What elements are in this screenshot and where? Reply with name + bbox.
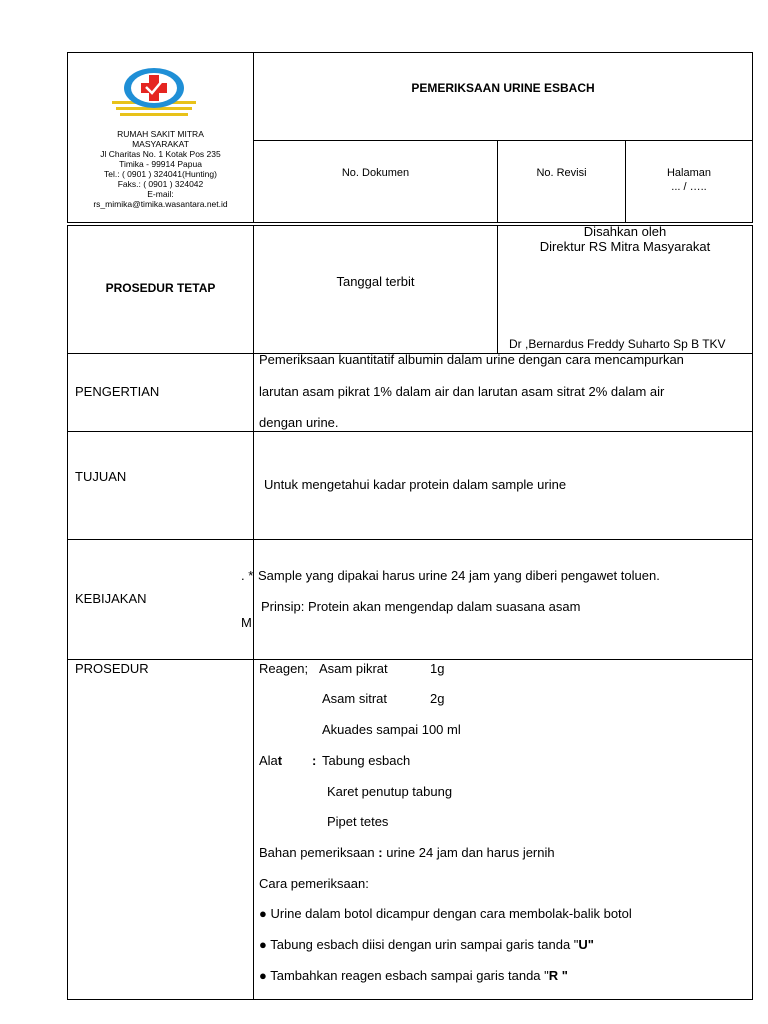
signer-name: Dr ,Bernardus Freddy Suharto Sp B TKV bbox=[509, 337, 726, 351]
hospital-name-line2: MASYARAKAT bbox=[132, 139, 189, 149]
halaman-value: ... / ….. bbox=[671, 181, 707, 193]
reagent-name: Asam pikrat bbox=[319, 661, 388, 676]
reagent-amount: 2g bbox=[430, 691, 445, 706]
hospital-name-line1: RUMAH SAKIT MITRA bbox=[117, 129, 204, 139]
tujuan-label: TUJUAN bbox=[75, 469, 127, 484]
cara-label: Cara pemeriksaan: bbox=[259, 876, 369, 891]
step-text: Tambahkan reagen esbach sampai garis tanda " bbox=[270, 968, 549, 983]
step-item bbox=[259, 968, 568, 983]
reagent-amount: 1g bbox=[430, 661, 445, 676]
alat-label bbox=[259, 753, 282, 768]
kebijakan-stray-char: M bbox=[241, 615, 252, 630]
step-text: Urine dalam botol dicampur dengan cara membolak-balik botol bbox=[270, 906, 632, 921]
no-dokumen-label: No. Dokumen bbox=[341, 167, 410, 179]
step-mark: R " bbox=[548, 968, 568, 983]
prosedur-tetap-label: PROSEDUR TETAP bbox=[105, 281, 216, 295]
alat-item: Karet penutup tabung bbox=[327, 784, 453, 799]
halaman-label: Halaman bbox=[666, 167, 712, 179]
tanggal-terbit-label: Tanggal terbit bbox=[336, 274, 415, 289]
step-item bbox=[259, 906, 632, 921]
pengertian-line2: larutan asam pikrat 1% dalam air dan larutan asam sitrat 2% dalam air bbox=[259, 384, 665, 399]
hospital-fax: Faks.: ( 0901 ) 324042 bbox=[117, 179, 204, 189]
hospital-tel: Tel.: ( 0901 ) 324041(Hunting) bbox=[104, 169, 217, 179]
direktur-title: Direktur RS Mitra Masyarakat bbox=[539, 239, 711, 254]
prosedur-label: PROSEDUR bbox=[75, 661, 149, 676]
alat-item: Tabung esbach bbox=[322, 753, 411, 768]
hospital-address1: Jl Charitas No. 1 Kotak Pos 235 bbox=[100, 149, 221, 159]
bullet-icon: ● bbox=[259, 937, 267, 952]
reagent-name: Akuades sampai 100 ml bbox=[322, 722, 461, 737]
bahan-label: Bahan pemeriksaan bbox=[259, 845, 375, 860]
hospital-address2: Timika - 99914 Papua bbox=[119, 159, 202, 169]
no-revisi-label: No. Revisi bbox=[536, 167, 587, 179]
bullet-icon: ● bbox=[259, 968, 267, 983]
step-item bbox=[259, 937, 594, 952]
kebijakan-label: KEBIJAKAN bbox=[75, 591, 147, 606]
pengertian-line3: dengan urine. bbox=[259, 415, 339, 430]
reagent-name: Asam sitrat bbox=[322, 691, 388, 706]
bahan-colon: : bbox=[378, 845, 383, 860]
alat-colon: : bbox=[312, 753, 317, 768]
disahkan-oleh: Disahkan oleh bbox=[583, 224, 667, 239]
step-mark: U" bbox=[578, 937, 594, 952]
alat-label-a: Ala bbox=[259, 753, 278, 768]
kebijakan-line2: Prinsip: Protein akan mengendap dalam suasana asam bbox=[261, 599, 581, 614]
hospital-email: rs_mimika@timika.wasantara.net.id bbox=[93, 199, 228, 209]
reagen-label: Reagen; bbox=[259, 661, 309, 676]
document-title: PEMERIKSAAN URINE ESBACH bbox=[411, 81, 595, 95]
alat-item: Pipet tetes bbox=[327, 814, 389, 829]
kebijakan-prefix: . * bbox=[241, 568, 254, 583]
pengertian-line1: Pemeriksaan kuantitatif albumin dalam urine dengan cara mencampurkan bbox=[259, 352, 684, 367]
pengertian-label: PENGERTIAN bbox=[75, 384, 160, 399]
bahan-text: urine 24 jam dan harus jernih bbox=[386, 845, 555, 860]
alat-label-b: t bbox=[277, 753, 283, 768]
kebijakan-line1: Sample yang dipakai harus urine 24 jam yang diberi pengawet toluen. bbox=[258, 568, 660, 583]
step-text: Tabung esbach diisi dengan urin sampai garis tanda " bbox=[270, 937, 579, 952]
hospital-email-label: E-mail: bbox=[147, 189, 174, 199]
bahan-line bbox=[259, 845, 555, 860]
tujuan-text: Untuk mengetahui kadar protein dalam sample urine bbox=[264, 477, 567, 492]
hospital-logo bbox=[110, 63, 198, 123]
bullet-icon: ● bbox=[259, 906, 267, 921]
